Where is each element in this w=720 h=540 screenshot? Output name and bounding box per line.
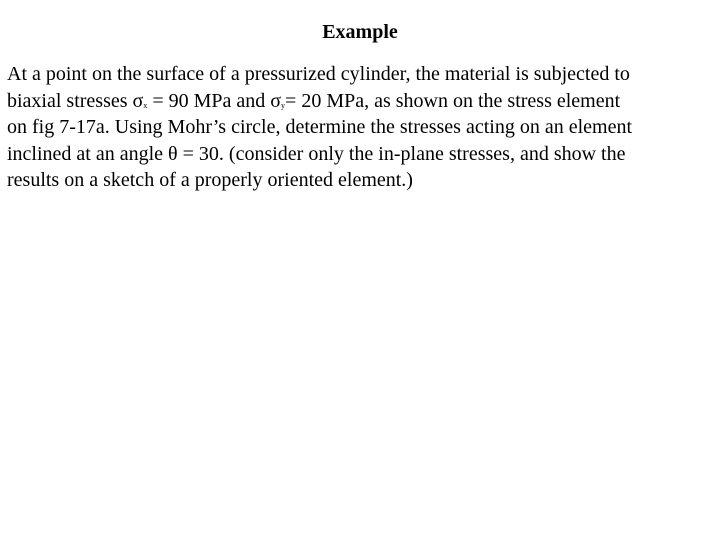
slide-title: Example — [322, 21, 398, 43]
text-line-5: results on a sketch of a properly oriented element.) — [7, 169, 413, 191]
text-line-2 — [7, 88, 713, 115]
text-line-2-part-c: = 20 MPa, as shown on the stress element — [285, 89, 621, 112]
text-line-2-part-a: biaxial stresses σ — [7, 89, 144, 112]
sigma-y-subscript: y — [281, 100, 286, 110]
text-line-1: At a point on the surface of a pressurized cylinder, the material is subjected to — [7, 63, 630, 85]
text-line-4: inclined at an angle θ = 30. (consider only the in-plane stresses, and show the — [7, 142, 626, 165]
problem-statement — [7, 61, 713, 194]
text-line-3: on fig 7-17a. Using Mohr’s circle, determine the stresses acting on an element — [7, 116, 633, 138]
text-line-2-part-b: = 90 MPa and σ — [147, 89, 282, 112]
sigma-x-subscript: x — [143, 100, 148, 110]
